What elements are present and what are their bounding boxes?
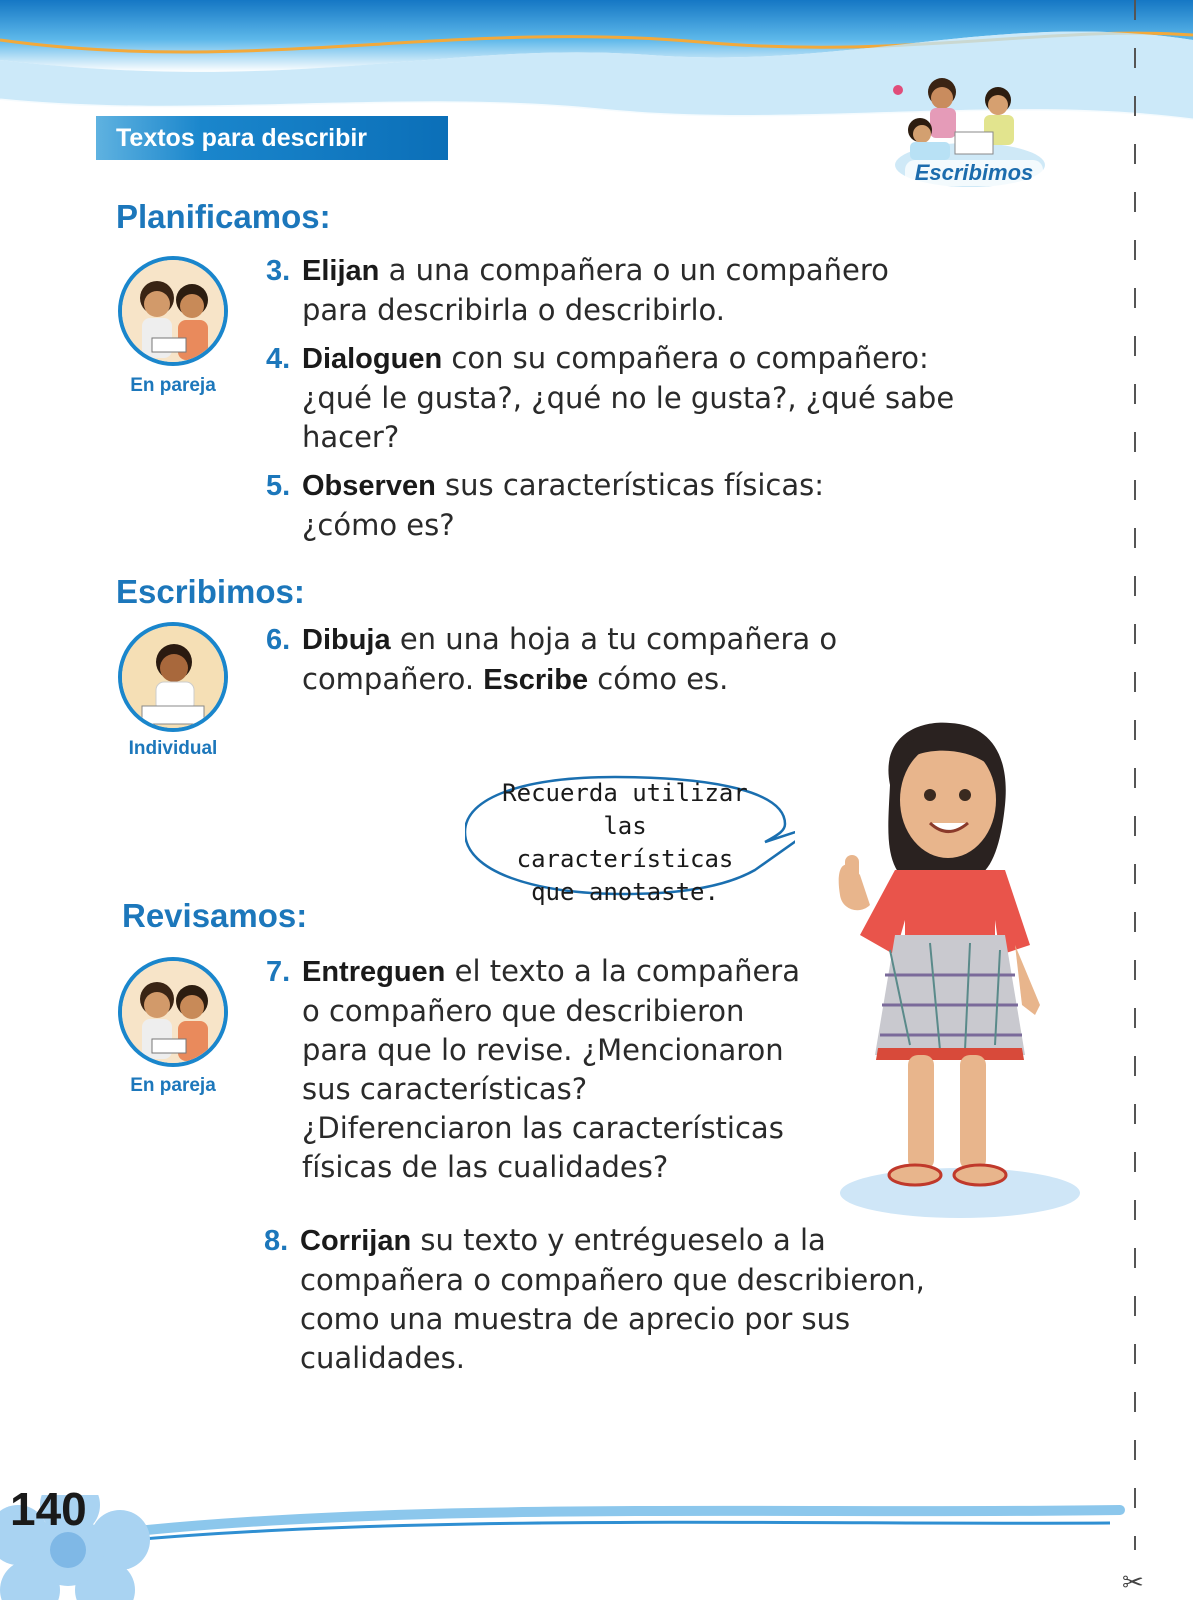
step-number: 5. <box>266 470 291 502</box>
step-text: cualidades. <box>300 1341 465 1375</box>
mode-label-individual: Individual <box>128 738 218 759</box>
section-title-planificamos: Planificamos: <box>116 198 331 235</box>
step-verb: Entreguen <box>302 956 446 988</box>
mode-label-pair: En pareja <box>130 1075 216 1096</box>
speech-line: que anotaste. <box>531 878 719 906</box>
step-text: o compañero que describieron <box>302 994 745 1028</box>
pair-work-icon <box>118 256 228 366</box>
step-text: el texto a la compañera <box>445 954 801 988</box>
step-text: compañero. <box>302 662 484 696</box>
cut-line <box>1134 0 1136 1550</box>
section-title-escribimos: Escribimos: <box>116 573 305 610</box>
girl-thumbs-up-illustration <box>790 715 1090 1235</box>
individual-work-icon <box>118 622 228 732</box>
step-text: su texto y entrégueselo a la <box>411 1223 826 1257</box>
step-text: para describirla o describirlo. <box>302 293 725 327</box>
step-text: sus características físicas: <box>435 468 824 502</box>
step-text: físicas de las cualidades? <box>302 1150 669 1184</box>
step-verb: Observen <box>302 470 436 502</box>
mode-label-pair: En pareja <box>130 375 216 396</box>
step-6 <box>266 620 837 700</box>
speech-bubble-text <box>490 777 760 909</box>
step-text: sus características? <box>302 1072 588 1106</box>
step-text: ¿Diferenciaron las características <box>302 1111 784 1145</box>
step-text: en una hoja a tu compañera o <box>390 622 838 656</box>
step-text: con su compañera o compañero: <box>442 341 929 375</box>
step-3 <box>266 251 889 330</box>
step-text: ¿qué le gusta?, ¿qué no le gusta?, ¿qué sabe <box>302 381 955 415</box>
step-number: 3. <box>266 255 291 287</box>
step-verb: Dialoguen <box>302 343 443 375</box>
page-number: 140 <box>10 1483 87 1535</box>
section-tab: Textos para describir <box>96 116 448 160</box>
step-verb: Elijan <box>302 255 380 287</box>
step-8 <box>264 1221 925 1378</box>
step-text: compañera o compañero que describieron, <box>300 1263 925 1297</box>
speech-line: Recuerda utilizar <box>502 779 748 807</box>
escribimos-badge-label: Escribimos <box>905 160 1043 186</box>
step-verb: Corrijan <box>300 1225 412 1257</box>
pair-work-icon <box>118 957 228 1067</box>
step-number: 8. <box>264 1225 289 1257</box>
step-5 <box>266 466 824 545</box>
step-number: 4. <box>266 343 291 375</box>
step-text: ¿cómo es? <box>302 508 455 542</box>
step-text: hacer? <box>302 420 400 454</box>
speech-line: las características <box>516 812 734 873</box>
step-text: a una compañera o un compañero <box>379 253 889 287</box>
bottom-wave-decoration <box>0 1495 1193 1600</box>
step-number: 7. <box>266 956 291 988</box>
step-text: para que lo revise. ¿Mencionaron <box>302 1033 784 1067</box>
step-text: cómo es. <box>588 662 729 696</box>
step-verb: Dibuja <box>302 624 391 656</box>
section-title-revisamos: Revisamos: <box>122 897 308 934</box>
step-text: como una muestra de aprecio por sus <box>300 1302 851 1336</box>
step-4 <box>266 339 954 457</box>
step-7 <box>266 952 800 1187</box>
scissors-icon: ✂ <box>1122 1568 1144 1598</box>
step-verb: Escribe <box>483 664 589 696</box>
step-number: 6. <box>266 624 291 656</box>
